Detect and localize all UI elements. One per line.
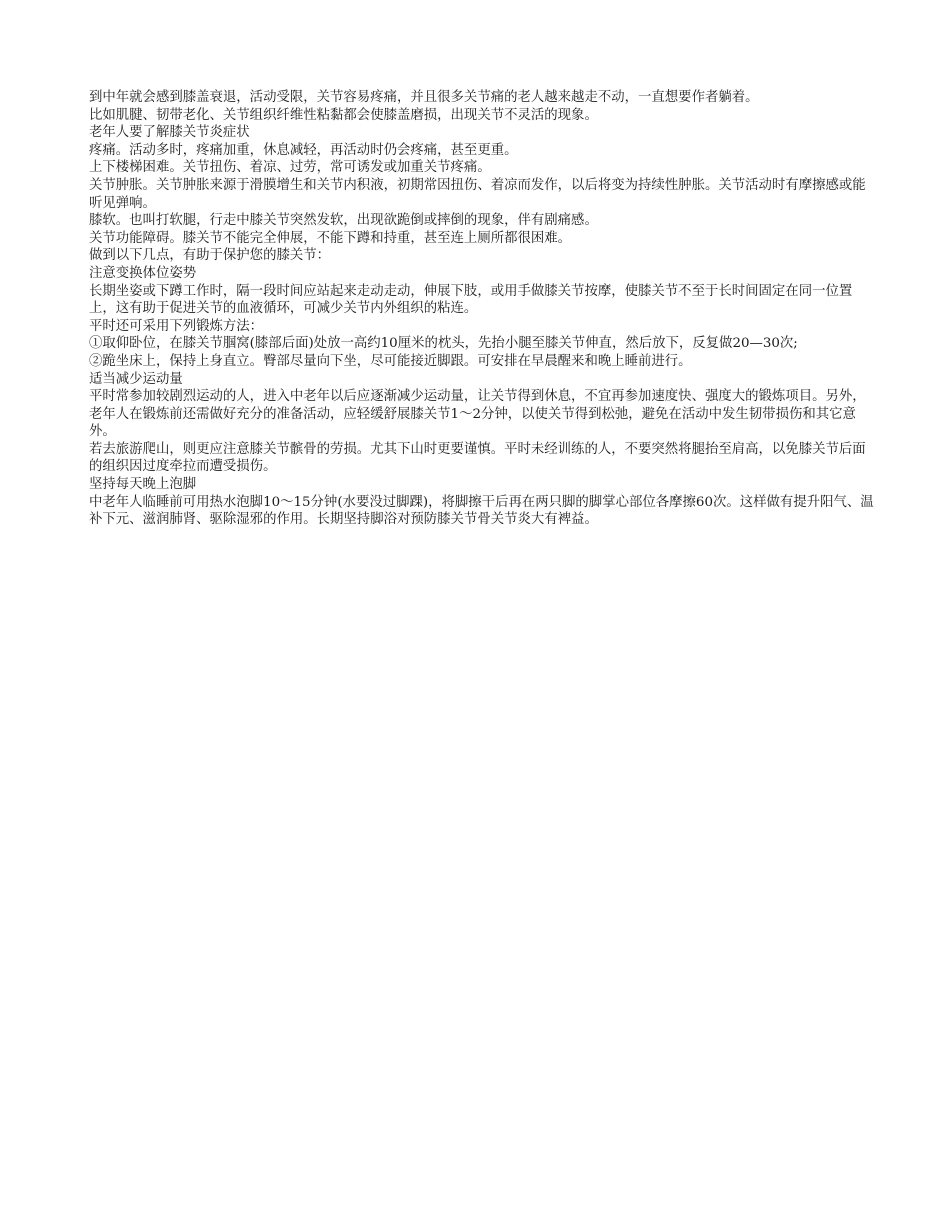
- heading-reduce-exercise: 适当减少运动量: [89, 371, 183, 387]
- heading-foot-soak: 坚持每天晚上泡脚: [89, 477, 197, 493]
- paragraph-intro: 到中年就会感到膝盖衰退，活动受限，关节容易疼痛，并且很多关节痛的老人越来越走不动，一直想要作者躺着。: [89, 90, 759, 105]
- paragraph-protect-intro: 做到以下几点，有助于保护您的膝关节：: [89, 248, 331, 264]
- paragraph-pain: 疼痛。活动多时，疼痛加重，休息减轻，再活动时仍会疼痛，甚至更重。: [89, 142, 518, 158]
- paragraph-foot-soak: 中老年人临睡前可用热水泡脚10～15分钟(水要没过脚踝)，将脚擦干后再在两只脚的脚掌心部位各摩擦60次。这样做有提升阳气、温补下元、滋润肺肾、驱除湿邪的作用。长期坚持脚浴对预防膝关节骨关节炎大有裨益。: [89, 494, 874, 528]
- paragraph-weak-knee: 膝软。也叫打软腿，行走中膝关节突然发软，出现欲跪倒或摔倒的现象，伴有剧痛感。: [89, 213, 598, 229]
- paragraph-stairs: 上下楼梯困难。关节扭伤、着凉、过劳，常可诱发或加重关节疼痛。: [89, 160, 491, 176]
- paragraph-exercise-2: ②跪坐床上，保持上身直立。臀部尽量向下坐，尽可能接近脚跟。可安排在早晨醒来和晚上睡前进行。: [89, 353, 692, 369]
- paragraph-posture: 长期坐姿或下蹲工作时，隔一段时间应站起来走动走动，伸展下肢，或用手做膝关节按摩，使膝关节不至于长时间固定在同一位置上，这有助于促进关节的血液循环，可减少关节内外组织的粘连。: [89, 283, 853, 317]
- heading-symptoms: 老年人要了解膝关节炎症状: [89, 125, 250, 141]
- paragraph-reduce-exercise: 平时常参加较剧烈运动的人，进入中老年以后应逐渐减少运动量，让关节得到休息，不宜再参加速度快、强度大的锻炼项目。另外，老年人在锻炼前还需做好充分的准备活动，应轻缓舒展膝关节1～2分钟，以使关节得到松弛，避免在活动中发生韧带损伤和其它意外。: [89, 389, 866, 440]
- paragraph-wear: 比如肌腱、韧带老化、关节组织纤维性粘黏都会使膝盖磨损，出现关节不灵活的现象。: [89, 107, 598, 123]
- paragraph-hiking: 若去旅游爬山，则更应注意膝关节髌骨的劳损。尤其下山时更要谨慎。平时未经训练的人，不要突然将腿抬至肩高，以免膝关节后面的组织因过度牵拉而遭受损伤。: [89, 441, 866, 475]
- paragraph-swelling: 关节肿胀。关节肿胀来源于滑膜增生和关节内积液，初期常因扭伤、着凉而发作，以后将变为持续性肿胀。关节活动时有摩擦感或能听见弹响。: [89, 177, 866, 211]
- paragraph-exercise-intro: 平时还可采用下列锻炼方法：: [89, 318, 264, 334]
- paragraph-dysfunction: 关节功能障碍。膝关节不能完全伸展，不能下蹲和持重，甚至连上厕所都很困难。: [89, 230, 572, 246]
- heading-posture: 注意变换体位姿势: [89, 265, 197, 281]
- document-body: [89, 89, 879, 529]
- paragraph-exercise-1: ①取仰卧位，在膝关节腘窝(膝部后面)处放一高约10厘米的枕头，先抬小腿至膝关节伸直，然后放下，反复做20—30次;: [89, 336, 798, 352]
